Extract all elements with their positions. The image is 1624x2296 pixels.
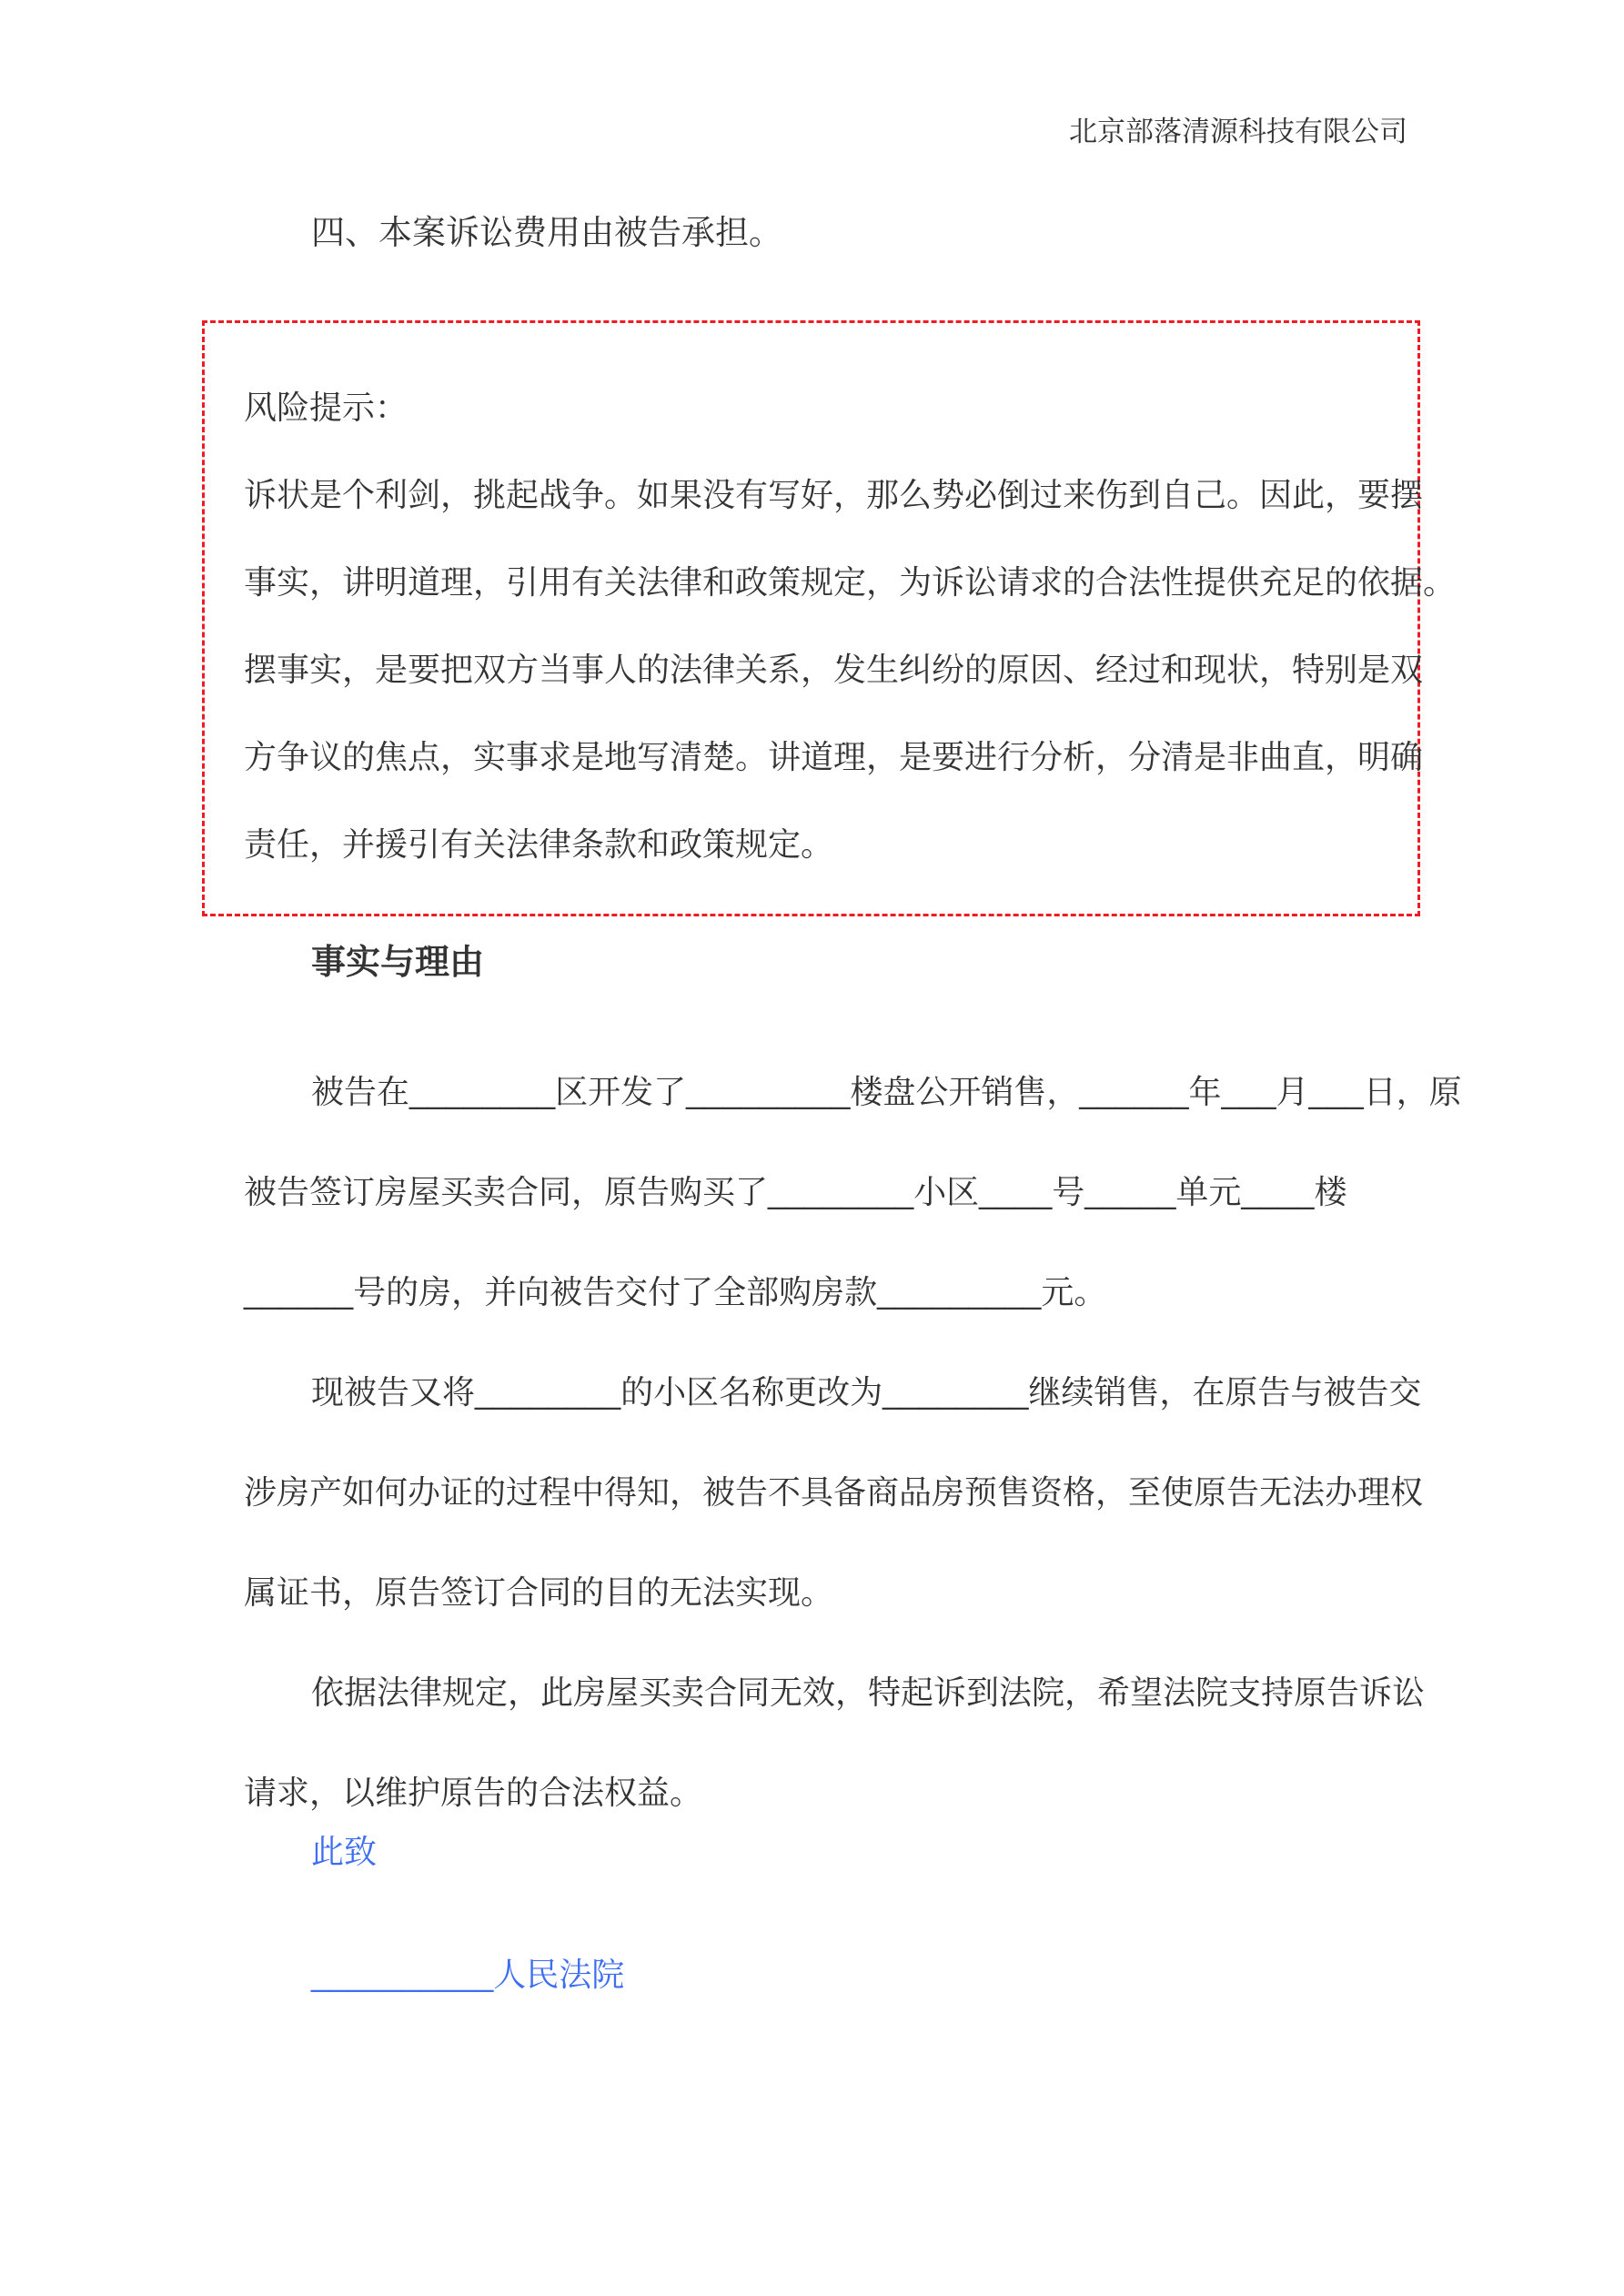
- risk-notice-box: [202, 320, 1457, 916]
- facts-paragraph-3: [244, 1643, 1427, 1843]
- company-header: 北京部落清源科技有限公司: [1069, 116, 1407, 147]
- facts-paragraph-2: [244, 1342, 1427, 1643]
- paragraph-line: 被告签订房屋买卖合同，原告购买了________小区____号_____单元____楼: [244, 1173, 1347, 1210]
- risk-box-line: 责任，并援引有关法律条款和政策规定。: [244, 825, 834, 863]
- paragraph-line: 依据法律规定，此房屋买卖合同无效，特起诉到法院，希望法院支持原告诉讼: [311, 1674, 1426, 1711]
- court-name-line: __________人民法院: [311, 1956, 625, 1993]
- claim-item-4: 四、本案诉讼费用由被告承担。: [311, 214, 782, 251]
- risk-box-title: 风险提示：: [244, 389, 409, 426]
- risk-box-line: 诉状是个利剑，挑起战争。如果没有写好，那么势必倒过来伤到自己。因此，要摆: [244, 476, 1424, 513]
- closing-salute: 此致: [311, 1833, 378, 1870]
- paragraph-line: 请求，以维护原告的合法权益。: [244, 1774, 703, 1811]
- paragraph-line: 涉房产如何办证的过程中得知，被告不具备商品房预售资格，至使原告无法办理权: [244, 1473, 1424, 1511]
- facts-paragraph-1: [244, 1042, 1462, 1342]
- risk-box-line: 方争议的焦点，实事求是地写清楚。讲道理，是要进行分析，分清是非曲直，明确: [244, 738, 1424, 775]
- risk-box-line: 摆事实，是要把双方当事人的法律关系，发生纠纷的原因、经过和现状，特别是双: [244, 651, 1424, 688]
- paragraph-line: 现被告又将________的小区名称更改为________继续销售，在原告与被告交: [311, 1373, 1422, 1411]
- paragraph-line: 属证书，原告签订合同的目的无法实现。: [244, 1573, 834, 1611]
- paragraph-line: 被告在________区开发了_________楼盘公开销售，______年___月___日，原: [311, 1073, 1462, 1110]
- paragraph-line: ______号的房，并向被告交付了全部购房款_________元。: [244, 1273, 1107, 1310]
- risk-box-line: 事实，讲明道理，引用有关法律和政策规定，为诉讼请求的合法性提供充足的依据。: [244, 563, 1457, 601]
- facts-and-reasons-heading: 事实与理由: [311, 944, 485, 982]
